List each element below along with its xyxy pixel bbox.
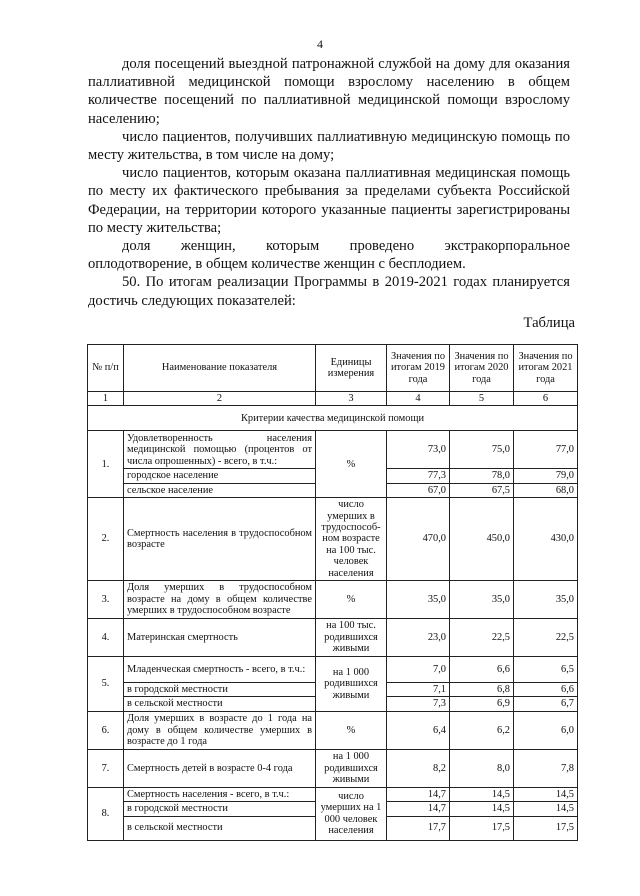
value-2020: 6,2 xyxy=(450,711,514,749)
paragraph: доля посещений выездной патронажной службой на дому для оказания паллиативной медицинской помощи взрослому населению в общем количестве посещений по паллиативной медицинской помощи взрослому населению; xyxy=(88,56,570,127)
indicator-name: в сельской местности xyxy=(124,697,316,711)
value-2021: 77,0 xyxy=(514,431,578,469)
column-number: 1 xyxy=(88,392,124,406)
indicator-name: Материнская смертность xyxy=(124,619,316,657)
value-2019: 73,0 xyxy=(387,431,450,469)
indicator-name: Смертность детей в возрасте 0-4 года xyxy=(124,749,316,787)
row-number: 2. xyxy=(88,498,124,581)
unit-cell: на 1 000 родившихся живыми xyxy=(316,657,387,712)
value-2019: 35,0 xyxy=(387,581,450,619)
unit-cell: число умерших на 1 000 человек населения xyxy=(316,787,387,840)
value-2020: 14,5 xyxy=(450,802,514,816)
value-2019: 67,0 xyxy=(387,483,450,497)
unit-cell: % xyxy=(316,581,387,619)
indicator-name: Младенческая смертность - всего, в т.ч.: xyxy=(124,657,316,683)
value-2020: 450,0 xyxy=(450,498,514,581)
indicator-name: Смертность населения в трудоспособном возрасте xyxy=(124,498,316,581)
value-2021: 7,8 xyxy=(514,749,578,787)
unit-cell: % xyxy=(316,711,387,749)
unit-cell: на 1 000 родившихся живыми xyxy=(316,749,387,787)
value-2021: 6,0 xyxy=(514,711,578,749)
row-number: 6. xyxy=(88,711,124,749)
value-2019: 7,3 xyxy=(387,697,450,711)
row-number: 3. xyxy=(88,581,124,619)
unit-cell: % xyxy=(316,431,387,498)
table-row xyxy=(88,431,578,469)
value-2020: 67,5 xyxy=(450,483,514,497)
value-2019: 14,7 xyxy=(387,802,450,816)
row-number: 5. xyxy=(88,657,124,712)
value-2020: 78,0 xyxy=(450,469,514,483)
value-2020: 6,6 xyxy=(450,657,514,683)
value-2020: 8,0 xyxy=(450,749,514,787)
value-2021: 6,5 xyxy=(514,657,578,683)
value-2019: 77,3 xyxy=(387,469,450,483)
value-2019: 7,0 xyxy=(387,657,450,683)
value-2019: 6,4 xyxy=(387,711,450,749)
paragraph: число пациентов, получивших паллиативную медицинскую помощь по месту жительства, в том числе на дому; xyxy=(88,128,570,164)
value-2021: 79,0 xyxy=(514,469,578,483)
section-title: Критерии качества медицинской помощи xyxy=(88,406,578,431)
paragraph: доля женщин, которым проведено экстракорпоральное оплодотворение, в общем количестве женщин с бесплодием. xyxy=(88,238,570,273)
unit-cell: число умерших в трудоспособ-ном возрасте на 100 тыс. человек населения xyxy=(316,498,387,581)
value-2021: 14,5 xyxy=(514,802,578,816)
value-2020: 14,5 xyxy=(450,787,514,801)
unit-cell: на 100 тыс. родившихся живыми xyxy=(316,619,387,657)
value-2019: 7,1 xyxy=(387,683,450,697)
indicator-name: Доля умерших в возрасте до 1 года на дому в общем количестве умерших в возрасте до 1 года xyxy=(124,711,316,749)
table-row xyxy=(88,619,578,657)
indicator-name: сельское население xyxy=(124,483,316,497)
indicator-name: городское население xyxy=(124,469,316,483)
row-number: 1. xyxy=(88,431,124,498)
value-2020: 17,5 xyxy=(450,816,514,840)
value-2021: 68,0 xyxy=(514,483,578,497)
value-2019: 470,0 xyxy=(387,498,450,581)
header-cell: Значения по итогам 2021 года xyxy=(514,345,578,392)
table-caption: Таблица xyxy=(523,315,575,331)
header-cell: Значения по итогам 2020 года xyxy=(450,345,514,392)
indicator-name: в городской местности xyxy=(124,683,316,697)
header-cell: Единицы измерения xyxy=(316,345,387,392)
value-2019: 17,7 xyxy=(387,816,450,840)
body-text xyxy=(88,55,570,310)
value-2019: 8,2 xyxy=(387,749,450,787)
section-row xyxy=(88,406,578,431)
column-number: 4 xyxy=(387,392,450,406)
value-2020: 22,5 xyxy=(450,619,514,657)
column-number: 3 xyxy=(316,392,387,406)
indicators-table xyxy=(87,344,578,841)
table-row xyxy=(88,657,578,683)
table-row xyxy=(88,498,578,581)
column-number: 5 xyxy=(450,392,514,406)
table-row xyxy=(88,581,578,619)
value-2020: 75,0 xyxy=(450,431,514,469)
row-number: 7. xyxy=(88,749,124,787)
row-number: 8. xyxy=(88,787,124,840)
table-row xyxy=(88,787,578,801)
value-2021: 35,0 xyxy=(514,581,578,619)
value-2019: 23,0 xyxy=(387,619,450,657)
column-number: 2 xyxy=(124,392,316,406)
indicator-name: Удовлетворенность населения медицинской помощью (процентов от числа опрошенных) - всего, в т.ч.: xyxy=(124,431,316,469)
page-number: 4 xyxy=(317,37,323,51)
header-cell: Наименование показателя xyxy=(124,345,316,392)
table-row xyxy=(88,711,578,749)
header-cell: № п/п xyxy=(88,345,124,392)
column-number: 6 xyxy=(514,392,578,406)
indicator-name: в сельской местности xyxy=(124,816,316,840)
value-2021: 17,5 xyxy=(514,816,578,840)
value-2021: 6,6 xyxy=(514,683,578,697)
value-2021: 430,0 xyxy=(514,498,578,581)
header-cell: Значения по итогам 2019 года xyxy=(387,345,450,392)
column-number-row xyxy=(88,392,578,406)
value-2020: 6,8 xyxy=(450,683,514,697)
paragraph: 50. По итогам реализации Программы в 2019-2021 годах планируется достичь следующих показателей: xyxy=(88,274,570,309)
value-2020: 6,9 xyxy=(450,697,514,711)
value-2021: 22,5 xyxy=(514,619,578,657)
table-header-row xyxy=(88,345,578,392)
table-row xyxy=(88,749,578,787)
value-2021: 14,5 xyxy=(514,787,578,801)
row-number: 4. xyxy=(88,619,124,657)
value-2020: 35,0 xyxy=(450,581,514,619)
indicator-name: Смертность населения - всего, в т.ч.: xyxy=(124,787,316,801)
indicator-name: Доля умерших в трудоспособном возрасте на дому в общем количестве умерших в трудоспособном возрасте xyxy=(124,581,316,619)
value-2019: 14,7 xyxy=(387,787,450,801)
indicator-name: в городской местности xyxy=(124,802,316,816)
paragraph: число пациентов, которым оказана паллиативная медицинская помощь по месту их фактического пребывания за пределами субъекта Российской Федерации, на территории которого указанные пациенты зарегистрированы по месту жительства; xyxy=(88,165,570,236)
value-2021: 6,7 xyxy=(514,697,578,711)
